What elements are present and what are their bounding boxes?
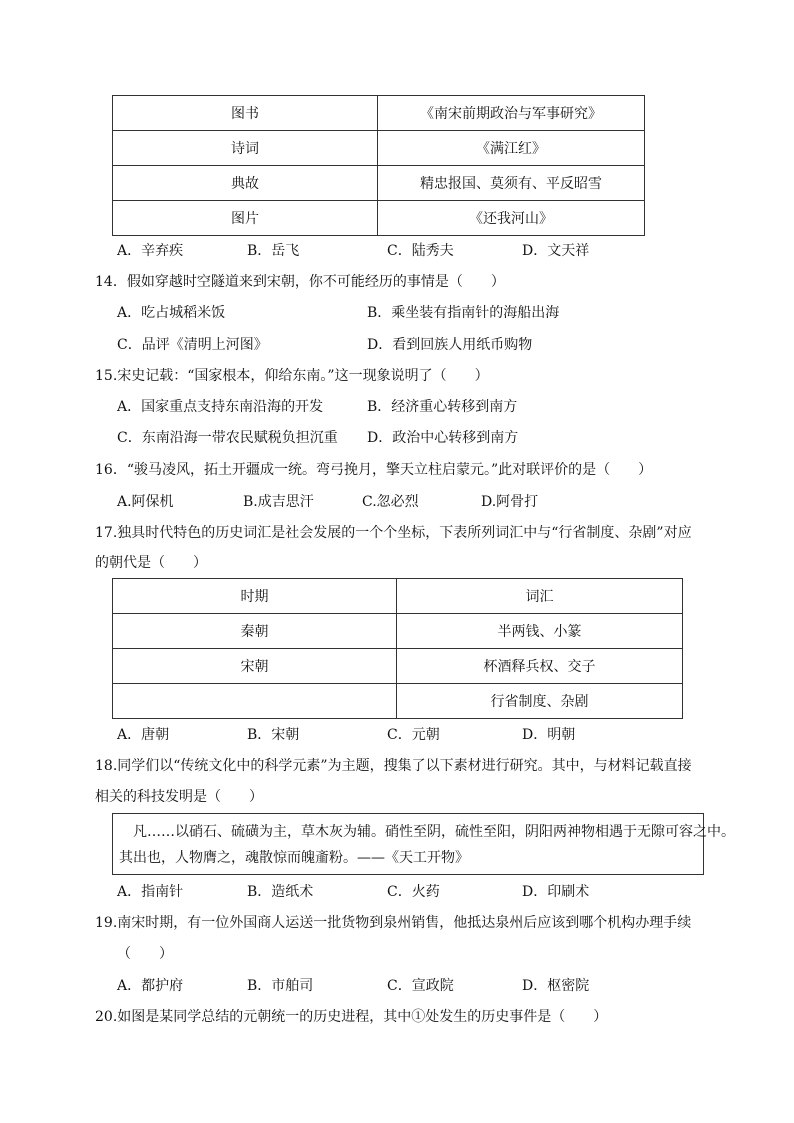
table-header-cell: 词汇 <box>397 579 683 614</box>
table-cell: 宋朝 <box>113 649 397 684</box>
option-d: D．枢密院 <box>522 978 590 994</box>
option-b: B．经济重心转移到南方 <box>367 399 518 415</box>
option-d: D．看到回族人用纸币购物 <box>367 337 533 353</box>
q17-options <box>0 725 794 745</box>
option-a: A．指南针 <box>117 884 184 900</box>
table-row <box>113 649 683 684</box>
table-row <box>113 166 645 201</box>
option-a: A．辛弃疾 <box>117 243 184 259</box>
option-a: A．国家重点支持东南沿海的开发 <box>117 399 324 415</box>
table-cell: 诗词 <box>113 131 378 166</box>
table-cell: 《南宋前期政治与军事研究》 <box>378 96 645 131</box>
q17-stem-line2: 的朝代是（ ） <box>95 555 207 571</box>
q16-options <box>0 492 794 512</box>
table-cell: 典故 <box>113 166 378 201</box>
q18-quote-box <box>112 813 735 875</box>
option-b: B．宋朝 <box>247 727 300 743</box>
table-header-cell: 时期 <box>113 579 397 614</box>
option-c: C．陆秀夫 <box>387 243 454 259</box>
option-c: C.忽必烈 <box>362 494 419 510</box>
q17-vocab-table <box>112 578 683 719</box>
option-d: D．明朝 <box>522 727 576 743</box>
q18-stem-line2: 相关的科技发明是（ ） <box>95 789 263 805</box>
option-d: D．印刷术 <box>522 884 590 900</box>
q17-stem-line1: 17.独具时代特色的历史词汇是社会发展的一个个坐标，下表所列词汇中与“行省制度、杂剧”对应 <box>95 525 692 541</box>
table-row <box>113 579 683 614</box>
table-row <box>113 614 683 649</box>
q15-stem: 15.宋史记载：“国家根本，仰给东南。”这一现象说明了（ ） <box>95 368 489 384</box>
q14-options <box>0 303 794 355</box>
table-cell <box>113 684 397 719</box>
option-b: B．市舶司 <box>247 978 314 994</box>
table-cell: 秦朝 <box>113 614 397 649</box>
q14-stem: 14．假如穿越时空隧道来到宋朝，你不可能经历的事情是（ ） <box>95 274 505 290</box>
option-c: C．宣政院 <box>387 978 454 994</box>
q19-stem-line2: （ ） <box>117 946 173 962</box>
table-cell: 图书 <box>113 96 378 131</box>
option-d: D.阿骨打 <box>481 494 539 510</box>
table-row <box>113 201 645 236</box>
option-c: C．元朝 <box>387 727 440 743</box>
table-cell: 图片 <box>113 201 378 236</box>
q20-stem: 20.如图是某同学总结的元朝统一的历史进程，其中①处发生的历史事件是（ ） <box>95 1009 608 1025</box>
q19-stem-line1: 19.南宋时期，有一位外国商人运送一批货物到泉州销售，他抵达泉州后应该到哪个机构办理手续 <box>95 915 692 931</box>
option-c: C．火药 <box>387 884 440 900</box>
option-b: B．造纸术 <box>247 884 314 900</box>
q15-options <box>0 397 794 449</box>
q13-material-table <box>112 95 645 236</box>
option-c: C．品评《清明上河图》 <box>117 337 268 353</box>
q16-stem: 16．“骏马凌风，拓土开疆成一统。弯弓挽月，擎天立柱启蒙元。”此对联评价的是（ ） <box>95 462 653 478</box>
option-c: C．东南沿海一带农民赋税负担沉重 <box>117 430 338 446</box>
q18-stem-line1: 18.同学们以“传统文化中的科学元素”为主题，搜集了以下素材进行研究。其中，与材料记载直接 <box>95 758 692 774</box>
option-d: D．文天祥 <box>522 243 590 259</box>
table-cell: 行省制度、杂剧 <box>397 684 683 719</box>
table-cell: 精忠报国、莫须有、平反昭雪 <box>378 166 645 201</box>
table-row <box>113 131 645 166</box>
option-a: A．吃占城稻米饭 <box>117 305 226 321</box>
table-cell: 《满江红》 <box>378 131 645 166</box>
q13-options <box>0 241 794 261</box>
quote-line: 其出也，人物膺之，魂散惊而魄齑粉。——《天工开物》 <box>119 850 469 866</box>
quote-line: 凡……以硝石、硫磺为主，草木灰为辅。硝性至阴，硫性至阳，阴阳两神物相遇于无隙可容之中。 <box>133 824 735 840</box>
table-row <box>113 96 645 131</box>
table-cell: 《还我河山》 <box>378 201 645 236</box>
q18-options <box>0 882 794 902</box>
table-cell: 杯酒释兵权、交子 <box>397 649 683 684</box>
q19-options <box>0 976 794 996</box>
option-b: B．岳飞 <box>247 243 300 259</box>
option-b: B.成吉思汗 <box>243 494 314 510</box>
option-a: A．都护府 <box>117 978 184 994</box>
option-a: A．唐朝 <box>117 727 170 743</box>
option-d: D．政治中心转移到南方 <box>367 430 519 446</box>
table-cell: 半两钱、小篆 <box>397 614 683 649</box>
option-b: B．乘坐装有指南针的海船出海 <box>367 305 560 321</box>
option-a: A.阿保机 <box>117 494 174 510</box>
table-row <box>113 684 683 719</box>
